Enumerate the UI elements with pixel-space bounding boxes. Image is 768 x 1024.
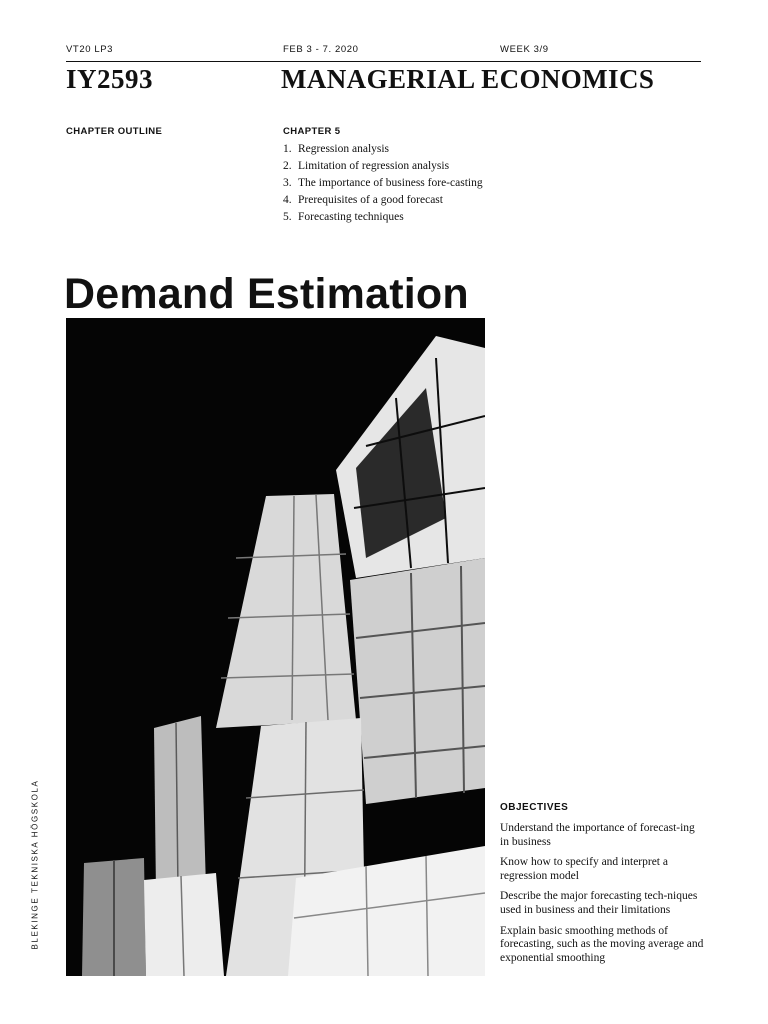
date-range: FEB 3 - 7. 2020 (283, 44, 359, 55)
outline-item (283, 193, 483, 207)
institution-side-text: BLEKINGE TEKNISKA HÖGSKOLA (30, 779, 40, 950)
chapter-outline-label: CHAPTER OUTLINE (66, 126, 163, 137)
outline-item-text: The importance of business fore-casting (298, 177, 483, 189)
outline-item-text: Forecasting techniques (298, 211, 404, 223)
outline-item-text: Regression analysis (298, 143, 390, 155)
course-code: IY2593 (66, 64, 154, 94)
outline-item-text: Limitation of regression analysis (298, 160, 450, 172)
outline-item-text: Prerequisites of a good forecast (298, 194, 443, 206)
outline-item (283, 210, 483, 224)
objective-item: Explain basic smoothing methods of forecasting, such as the moving average and exponential smoothing (500, 924, 704, 964)
week-label: WEEK 3/9 (500, 44, 549, 55)
outline-item-number: 1. (283, 143, 292, 155)
objective-item: Understand the importance of forecast-ing in business (500, 822, 695, 848)
objective-item: Know how to specify and interpret a regression model (500, 856, 668, 882)
outline-item-number: 5. (283, 211, 292, 223)
building-photo (66, 318, 485, 976)
chapter-label: CHAPTER 5 (283, 126, 341, 137)
page-title: Demand Estimation (64, 270, 469, 318)
term-label: VT20 LP3 (66, 44, 114, 55)
outline-item (283, 176, 483, 190)
outline-item (283, 159, 483, 173)
outline-item (283, 142, 483, 156)
outline-item-number: 3. (283, 177, 292, 189)
course-name: MANAGERIAL ECONOMICS (281, 64, 655, 94)
objective-item: Describe the major forecasting tech-niques used in business and their limitations (500, 890, 698, 916)
outline-item-number: 2. (283, 160, 292, 172)
outline-item-number: 4. (283, 194, 292, 206)
chapter-outline-list (283, 142, 483, 227)
header-rule (66, 61, 701, 62)
objectives-list (500, 822, 705, 972)
building-photo-graphic (66, 318, 485, 976)
objectives-label: OBJECTIVES (500, 802, 569, 813)
